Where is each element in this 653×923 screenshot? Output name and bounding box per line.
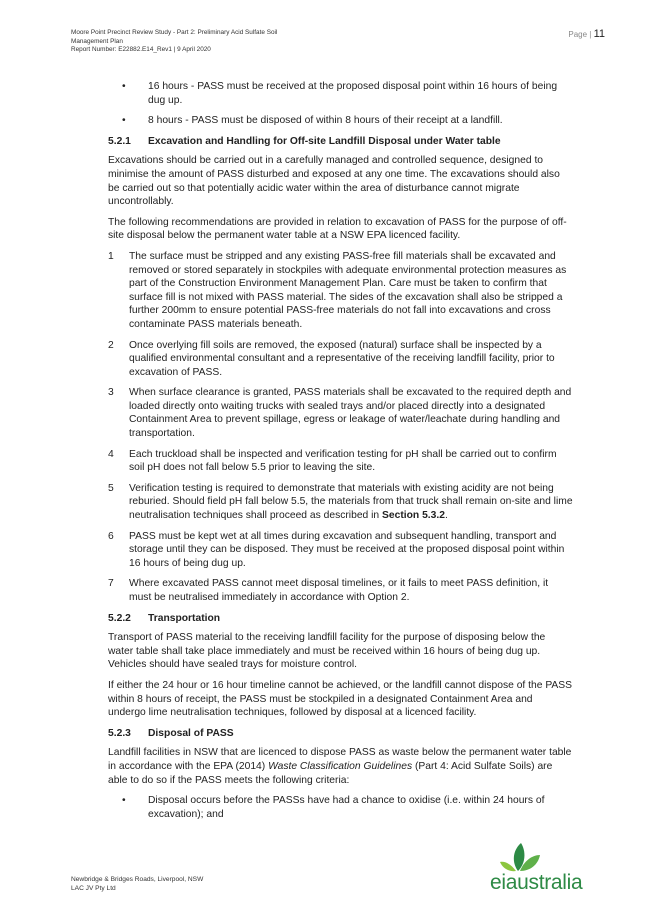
section-heading-5-2-3 (108, 727, 573, 741)
numbered-item (108, 386, 573, 440)
item-number: 4 (108, 448, 114, 460)
header-line2: Management Plan (71, 37, 123, 45)
item-text: Where excavated PASS cannot meet disposal timelines, or it fails to meet PASS definition, it must be neutralised immediately in accordance with Option 2. (129, 578, 549, 603)
item-number: 6 (108, 530, 114, 542)
numbered-item (108, 339, 573, 380)
item-number: 1 (108, 250, 114, 262)
item-number: 5 (108, 482, 114, 494)
paragraph: The following recommendations are provided in relation to excavation of PASS for the purpose of off-site disposal below the permanent water table at a NSW EPA licenced facility. (108, 216, 567, 242)
item-text: PASS must be kept wet at all times during excavation and subsequent handling, transport and storage until they can be disposed. They must be received at the proposed disposal point within 16 hours of being dug up. (129, 530, 565, 569)
header-line1: Moore Point Precinct Review Study - Part 2: Preliminary Acid Sulfate Soil (71, 29, 278, 36)
page-label: Page | (568, 30, 592, 39)
bullet-icon: • (122, 115, 126, 127)
item-number: 2 (108, 339, 114, 351)
section-reference: Section 5.3.2 (382, 510, 445, 522)
numbered-item (108, 482, 573, 523)
page-number-value: 11 (593, 28, 605, 40)
item-text: When surface clearance is granted, PASS materials shall be excavated to the required depth and loaded directly onto waiting trucks with sealed trays and/or placed directly into a designated Containment Area to prevent spillage, egress or leakage of water/leachate during handling and transportation. (129, 387, 572, 440)
bullet-icon: • (122, 81, 126, 92)
document-body (108, 80, 573, 828)
bullet-icon: • (122, 795, 126, 807)
section-title: Transportation (148, 612, 221, 624)
numbered-item (108, 530, 573, 571)
bullet-item (108, 114, 573, 128)
leaf-icon (490, 841, 600, 873)
bullet-text: 8 hours - PASS must be disposed of within 8 hours of their receipt at a landfill. (148, 115, 503, 127)
footer-line1: Newbridge & Bridges Roads, Liverpool, NSW (71, 876, 204, 883)
paragraph-text: Landfill facilities in NSW that are licenced to dispose PASS as waste below the permanent water table in accordance with the EPA (2014) (108, 747, 572, 772)
section-number: 5.2.1 (108, 135, 131, 147)
item-text: Each truckload shall be inspected and verification testing for pH shall be carried out to confirm soil pH does not fall below 5.5 prior to leaving the site. (129, 448, 557, 474)
section-title: Disposal of PASS (148, 727, 234, 739)
numbered-item (108, 577, 573, 604)
section-heading-5-2-2 (108, 612, 573, 626)
bullet-item (108, 794, 573, 821)
header-line3: Report Number: E22882.E14_Rev1 | 9 April 2020 (71, 46, 211, 54)
item-number: 7 (108, 578, 114, 590)
paragraph-text: (Part 4: Acid Sulfate Soils) are able to do so if the PASS meets the following criteria: (108, 760, 553, 786)
item-text: Verification testing is required to demonstrate that materials with existing acidity are not being reburied. Should field pH fall below 5.5, the materials from that truck shall remain on-site and lime neutralisation techniques shall proceed as described in (129, 482, 573, 522)
item-text-end: . (444, 510, 448, 522)
paragraph: Transport of PASS material to the receiving landfill facility for the purpose of disposing below the water table shall take place immediately and must be received within 16 hours of being dug up. Vehicles should have sealed trays for moisture control. (108, 632, 546, 671)
logo-wordmark: eiaustralia (490, 871, 583, 894)
section-number: 5.2.3 (108, 727, 131, 739)
document-title-italic: Waste Classification Guidelines (268, 760, 413, 772)
footer-line2: LAC JV Pty Ltd (71, 884, 116, 892)
section-number: 5.2.2 (108, 612, 131, 624)
section-title: Excavation and Handling for Off-site Landfill Disposal under Water table (148, 135, 501, 147)
item-text: The surface must be stripped and any existing PASS-free fill materials shall be excavated and removed or stored separately in stockpiles with adequate environmental protection measures as part of the Construction Environment Management Plan. Care must be taken to confirm that surface fill is not mixed with PASS material. The sides of the excavation shall also be stripped a further 200mm to ensure potential PASS-free materials do not fall into excavations and cross contaminate PASS materials beneath. (129, 250, 567, 330)
bullet-item (108, 80, 573, 107)
bullet-text: 16 hours - PASS must be received at the proposed disposal point within 16 hours of being dug up. (148, 81, 558, 106)
paragraph: If either the 24 hour or 16 hour timeline cannot be achieved, or the landfill cannot dispose of the PASS within 8 hours of receipt, the PASS must be stockpiled in a designated Containment Area and undergo lime neutralisation techniques, followed by disposal at a licenced facility. (108, 679, 573, 719)
page-header (71, 29, 351, 55)
company-logo (490, 841, 600, 897)
page-number (568, 28, 605, 40)
paragraph: Excavations should be carried out in a carefully managed and controlled sequence, designed to minimise the amount of PASS disturbed and exposed at any one time. The excavations should also be carried out so that potentially acidic water within the area of disturbance cannot migrate uncontrollably. (108, 155, 560, 208)
numbered-item (108, 250, 573, 332)
item-text: Once overlying fill soils are removed, the exposed (natural) surface shall be inspected by a qualified environmental consultant and a representative of the receiving landfill facility, prior to excavation of PASS. (129, 339, 555, 378)
paragraph (108, 746, 573, 787)
item-number: 3 (108, 387, 114, 399)
section-heading-5-2-1 (108, 135, 573, 149)
bullet-text: Disposal occurs before the PASSs have had a chance to oxidise (i.e. within 24 hours of excavation); and (148, 795, 545, 820)
numbered-item (108, 448, 573, 475)
page-footer (71, 876, 203, 893)
